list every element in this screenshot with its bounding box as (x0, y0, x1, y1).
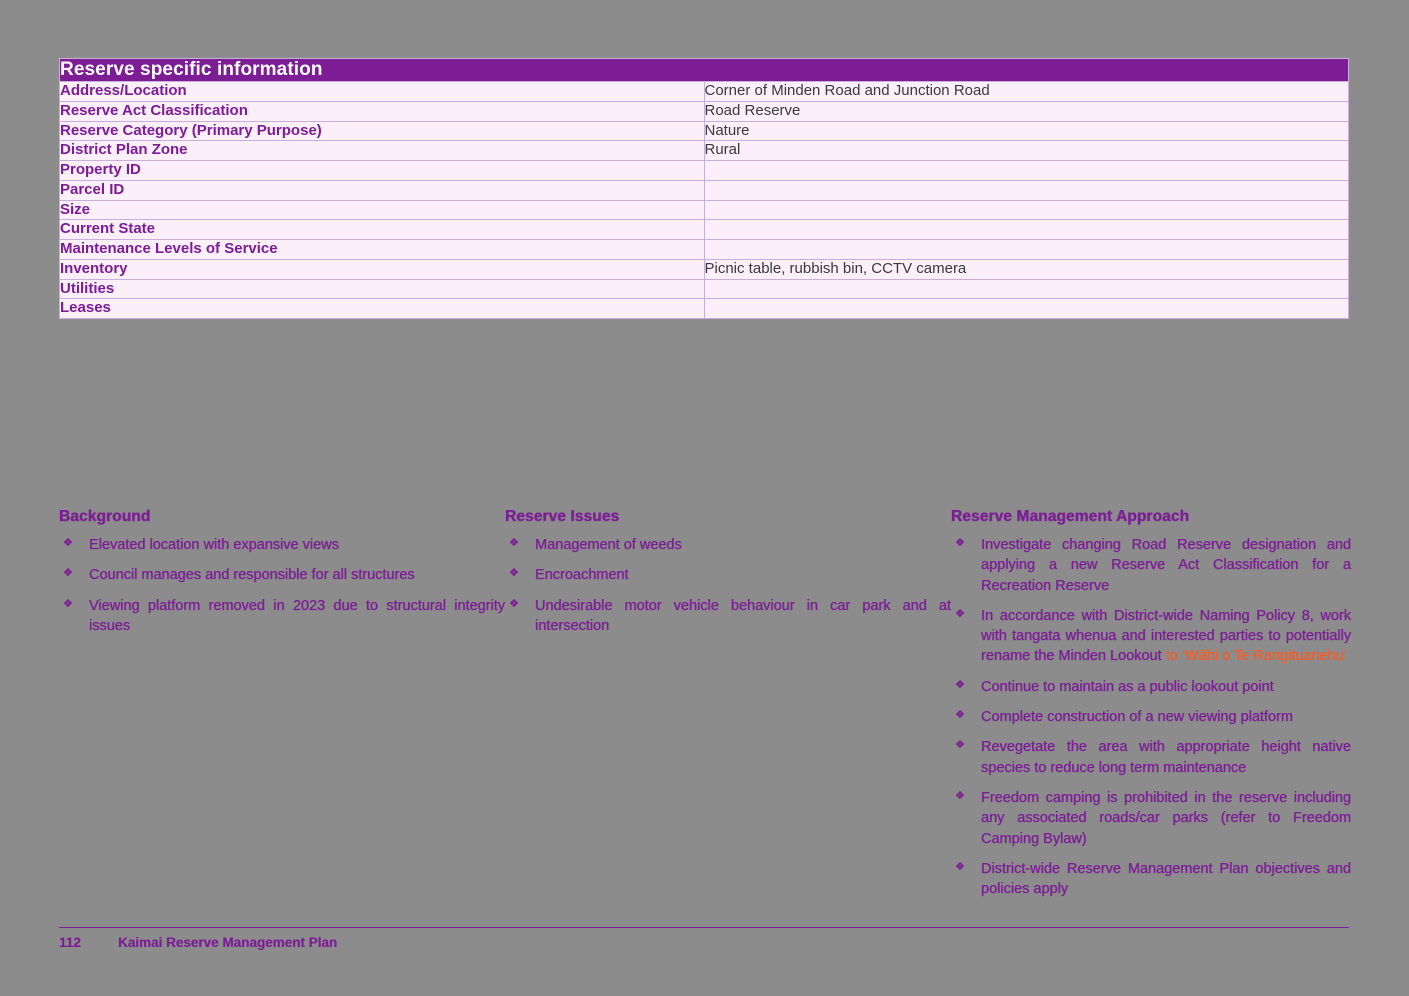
table-row (60, 180, 1349, 200)
table-header-title: Reserve specific information (60, 59, 1349, 82)
row-value (704, 279, 1349, 299)
background-column (59, 508, 505, 909)
table-row (60, 121, 1349, 141)
table-row (60, 82, 1349, 102)
page-number: 112 (59, 935, 81, 950)
row-label: Reserve Category (Primary Purpose) (60, 121, 705, 141)
list-item: ❖ Viewing platform removed in 2023 due to structural integrity issues (59, 596, 505, 637)
table-row (60, 220, 1349, 240)
issues-heading: Reserve Issues (505, 508, 620, 525)
list-item-text: Freedom camping is prohibited in the reserve including any associated roads/car parks (refer to Freedom Camping Bylaw) (981, 789, 1351, 847)
row-label: District Plan Zone (60, 141, 705, 161)
row-value (704, 220, 1349, 240)
row-value: Corner of Minden Road and Junction Road (704, 82, 1349, 102)
row-label: Inventory (60, 259, 705, 279)
background-heading: Background (59, 508, 151, 525)
table-row (60, 200, 1349, 220)
page-footer (59, 935, 1349, 950)
table-row (60, 299, 1349, 319)
reserve-info-table-wrapper (59, 58, 1349, 319)
list-item (951, 707, 1351, 727)
row-value: Nature (704, 121, 1349, 141)
row-label: Property ID (60, 161, 705, 181)
row-value (704, 180, 1349, 200)
row-value: Rural (704, 141, 1349, 161)
list-item-text: Complete construction of a new viewing platform (981, 709, 1293, 726)
table-row (60, 240, 1349, 260)
reserve-info-table (59, 58, 1349, 319)
list-item (951, 677, 1351, 697)
approach-heading: Reserve Management Approach (951, 508, 1190, 525)
list-item: ❖ Council manages and responsible for all structures (59, 565, 505, 585)
footer-title: Kaimai Reserve Management Plan (118, 935, 338, 950)
row-label: Maintenance Levels of Service (60, 240, 705, 260)
row-label: Reserve Act Classification (60, 101, 705, 121)
list-item: ❖ Undesirable motor vehicle behaviour in car park and at intersection (505, 596, 951, 637)
row-value (704, 200, 1349, 220)
background-list (59, 535, 505, 636)
row-value (704, 161, 1349, 181)
issues-column (505, 508, 951, 909)
list-item (951, 535, 1351, 596)
approach-list (951, 535, 1351, 899)
list-item-text: Revegetate the area with appropriate height native species to reduce long term maintenance (981, 739, 1351, 776)
list-item: ❖ Encroachment (505, 565, 951, 585)
row-label: Utilities (60, 279, 705, 299)
table-row (60, 101, 1349, 121)
row-label: Size (60, 200, 705, 220)
list-item (951, 788, 1351, 849)
table-row (60, 259, 1349, 279)
list-item-text: Investigate changing Road Reserve designation and applying a new Reserve Act Classification for a Recreation Reserve (981, 537, 1351, 594)
row-label: Parcel ID (60, 180, 705, 200)
row-value (704, 240, 1349, 260)
footer-divider (59, 927, 1349, 928)
row-value: Picnic table, rubbish bin, CCTV camera (704, 259, 1349, 279)
list-item: ❖ Management of weeds (505, 535, 951, 555)
table-row (60, 279, 1349, 299)
table-row (60, 161, 1349, 181)
list-item-text: In accordance with District-wide Naming Policy 8, work with tangata whenua and interested parties to potentially rename the Minden Lookout (981, 607, 1351, 665)
row-label: Current State (60, 220, 705, 240)
list-item-text: Continue to maintain as a public lookout point (981, 678, 1274, 695)
row-value: Road Reserve (704, 101, 1349, 121)
approach-column (951, 508, 1351, 909)
issues-list (505, 535, 951, 636)
row-label: Address/Location (60, 82, 705, 102)
list-item-highlight: to ‘Wāhi o Te Rangituanehu’ (1165, 648, 1347, 665)
list-item (951, 737, 1351, 778)
table-header-row (60, 59, 1349, 82)
row-label: Leases (60, 299, 705, 319)
list-item: ❖ Elevated location with expansive views (59, 535, 505, 555)
list-item (951, 606, 1351, 667)
list-item-text: District-wide Reserve Management Plan objectives and policies apply (981, 860, 1351, 898)
content-columns (59, 508, 1351, 909)
list-item (951, 859, 1351, 900)
row-value (704, 299, 1349, 319)
table-row (60, 141, 1349, 161)
